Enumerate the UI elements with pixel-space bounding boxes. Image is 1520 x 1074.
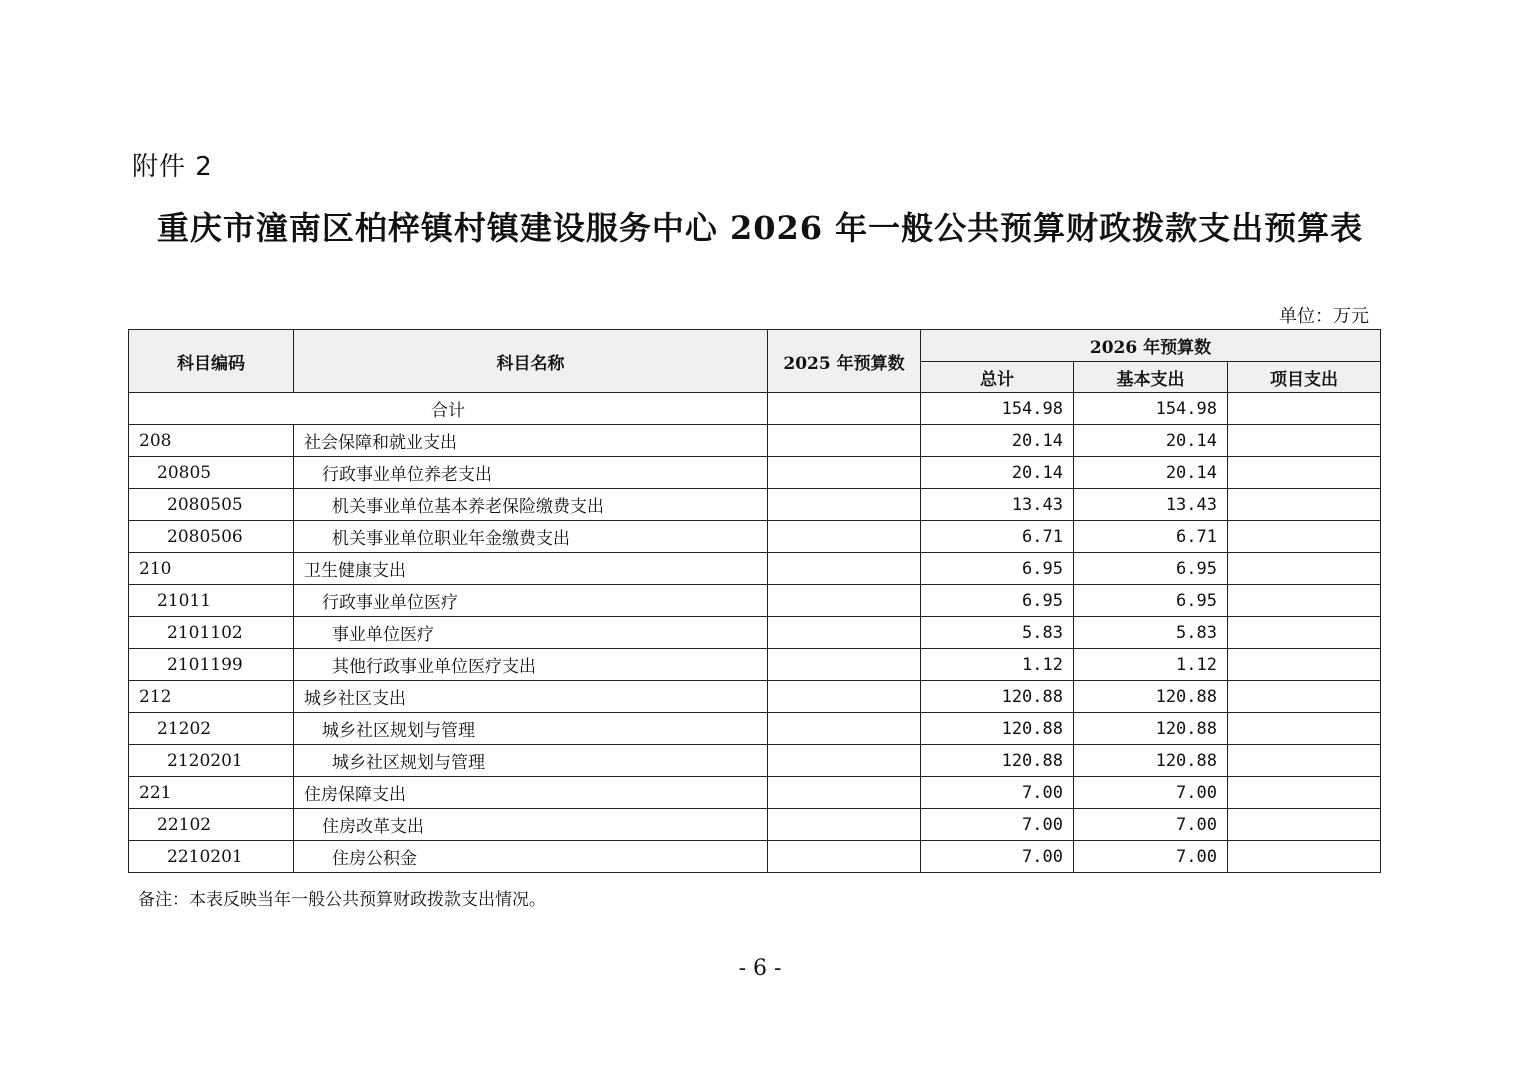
cell-basic: 6.71 [1074, 521, 1228, 553]
cell-basic: 7.00 [1074, 841, 1228, 873]
header-name: 科目名称 [294, 330, 768, 393]
cell-name: 城乡社区规划与管理 [294, 745, 768, 777]
cell-project [1228, 745, 1381, 777]
cell-basic: 120.88 [1074, 745, 1228, 777]
cell-basic: 120.88 [1074, 681, 1228, 713]
cell-prev [768, 681, 921, 713]
cell-name: 行政事业单位医疗 [294, 585, 768, 617]
cell-code: 221 [129, 777, 294, 809]
cell-basic: 20.14 [1074, 457, 1228, 489]
cell-total: 5.83 [921, 617, 1074, 649]
cell-name: 行政事业单位养老支出 [294, 457, 768, 489]
cell-prev [768, 617, 921, 649]
cell-project [1228, 553, 1381, 585]
cell-basic: 20.14 [1074, 425, 1228, 457]
cell-total: 6.71 [921, 521, 1074, 553]
cell-total: 6.95 [921, 553, 1074, 585]
cell-prev [768, 809, 921, 841]
table-row [129, 489, 1381, 521]
cell-basic: 120.88 [1074, 713, 1228, 745]
cell-basic: 7.00 [1074, 809, 1228, 841]
cell-code: 212 [129, 681, 294, 713]
cell-code: 21011 [129, 585, 294, 617]
table-row [129, 457, 1381, 489]
cell-name: 机关事业单位基本养老保险缴费支出 [294, 489, 768, 521]
cell-project [1228, 521, 1381, 553]
table-note: 备注：本表反映当年一般公共预算财政拨款支出情况。 [138, 890, 546, 910]
cell-code: 210 [129, 553, 294, 585]
cell-prev [768, 841, 921, 873]
page-number: - 6 - [738, 956, 782, 981]
header-total: 总计 [921, 362, 1074, 393]
cell-code: 22102 [129, 809, 294, 841]
cell-code: 208 [129, 425, 294, 457]
cell-basic: 154.98 [1074, 393, 1228, 425]
cell-code: 2101199 [129, 649, 294, 681]
cell-project [1228, 649, 1381, 681]
cell-total: 7.00 [921, 777, 1074, 809]
cell-name: 城乡社区规划与管理 [294, 713, 768, 745]
cell-code: 2101102 [129, 617, 294, 649]
cell-prev [768, 553, 921, 585]
cell-name: 住房公积金 [294, 841, 768, 873]
cell-total: 20.14 [921, 457, 1074, 489]
table-row [129, 681, 1381, 713]
cell-total: 13.43 [921, 489, 1074, 521]
header-basic: 基本支出 [1074, 362, 1228, 393]
cell-prev [768, 585, 921, 617]
header-cur-budget: 2026 年预算数 [921, 330, 1381, 362]
cell-prev [768, 489, 921, 521]
cell-project [1228, 841, 1381, 873]
cell-name: 城乡社区支出 [294, 681, 768, 713]
cell-prev [768, 777, 921, 809]
cell-total: 1.12 [921, 649, 1074, 681]
cell-name: 其他行政事业单位医疗支出 [294, 649, 768, 681]
cell-project [1228, 393, 1381, 425]
budget-table [128, 329, 1381, 873]
table-row [129, 617, 1381, 649]
cell-basic: 13.43 [1074, 489, 1228, 521]
cell-code: 20805 [129, 457, 294, 489]
cell-code: 21202 [129, 713, 294, 745]
cell-total: 120.88 [921, 681, 1074, 713]
cell-project [1228, 809, 1381, 841]
cell-name: 卫生健康支出 [294, 553, 768, 585]
cell-name: 机关事业单位职业年金缴费支出 [294, 521, 768, 553]
cell-basic: 5.83 [1074, 617, 1228, 649]
cell-prev [768, 745, 921, 777]
cell-name: 事业单位医疗 [294, 617, 768, 649]
table-row [129, 745, 1381, 777]
cell-name: 社会保障和就业支出 [294, 425, 768, 457]
page-title: 重庆市潼南区柏梓镇村镇建设服务中心 2026 年一般公共预算财政拨款支出预算表 [156, 209, 1364, 247]
table-row [129, 553, 1381, 585]
cell-code: 2120201 [129, 745, 294, 777]
cell-prev [768, 425, 921, 457]
cell-project [1228, 713, 1381, 745]
cell-basic: 6.95 [1074, 553, 1228, 585]
cell-total: 6.95 [921, 585, 1074, 617]
cell-total: 120.88 [921, 745, 1074, 777]
cell-prev [768, 713, 921, 745]
cell-project [1228, 489, 1381, 521]
cell-project [1228, 617, 1381, 649]
cell-project [1228, 681, 1381, 713]
total-label: 合计 [129, 393, 768, 425]
header-code: 科目编码 [129, 330, 294, 393]
cell-project [1228, 425, 1381, 457]
header-prev-budget: 2025 年预算数 [768, 330, 921, 393]
cell-project [1228, 457, 1381, 489]
cell-prev [768, 393, 921, 425]
cell-name: 住房保障支出 [294, 777, 768, 809]
cell-total: 7.00 [921, 809, 1074, 841]
table-row [129, 809, 1381, 841]
cell-name: 住房改革支出 [294, 809, 768, 841]
cell-total: 120.88 [921, 713, 1074, 745]
table-row [129, 713, 1381, 745]
total-row [129, 393, 1381, 425]
header-project: 项目支出 [1228, 362, 1381, 393]
cell-code: 2080505 [129, 489, 294, 521]
unit-label: 单位：万元 [1279, 306, 1369, 327]
cell-project [1228, 585, 1381, 617]
table-row [129, 777, 1381, 809]
cell-basic: 6.95 [1074, 585, 1228, 617]
cell-prev [768, 649, 921, 681]
table-row [129, 585, 1381, 617]
cell-code: 2080506 [129, 521, 294, 553]
table-header-row [129, 330, 1381, 362]
cell-prev [768, 521, 921, 553]
cell-prev [768, 457, 921, 489]
cell-total: 20.14 [921, 425, 1074, 457]
attachment-label: 附件 2 [132, 152, 213, 182]
cell-basic: 7.00 [1074, 777, 1228, 809]
cell-total: 7.00 [921, 841, 1074, 873]
table-row [129, 841, 1381, 873]
table-row [129, 521, 1381, 553]
table-row [129, 425, 1381, 457]
cell-code: 2210201 [129, 841, 294, 873]
cell-total: 154.98 [921, 393, 1074, 425]
table-row [129, 649, 1381, 681]
cell-project [1228, 777, 1381, 809]
cell-basic: 1.12 [1074, 649, 1228, 681]
